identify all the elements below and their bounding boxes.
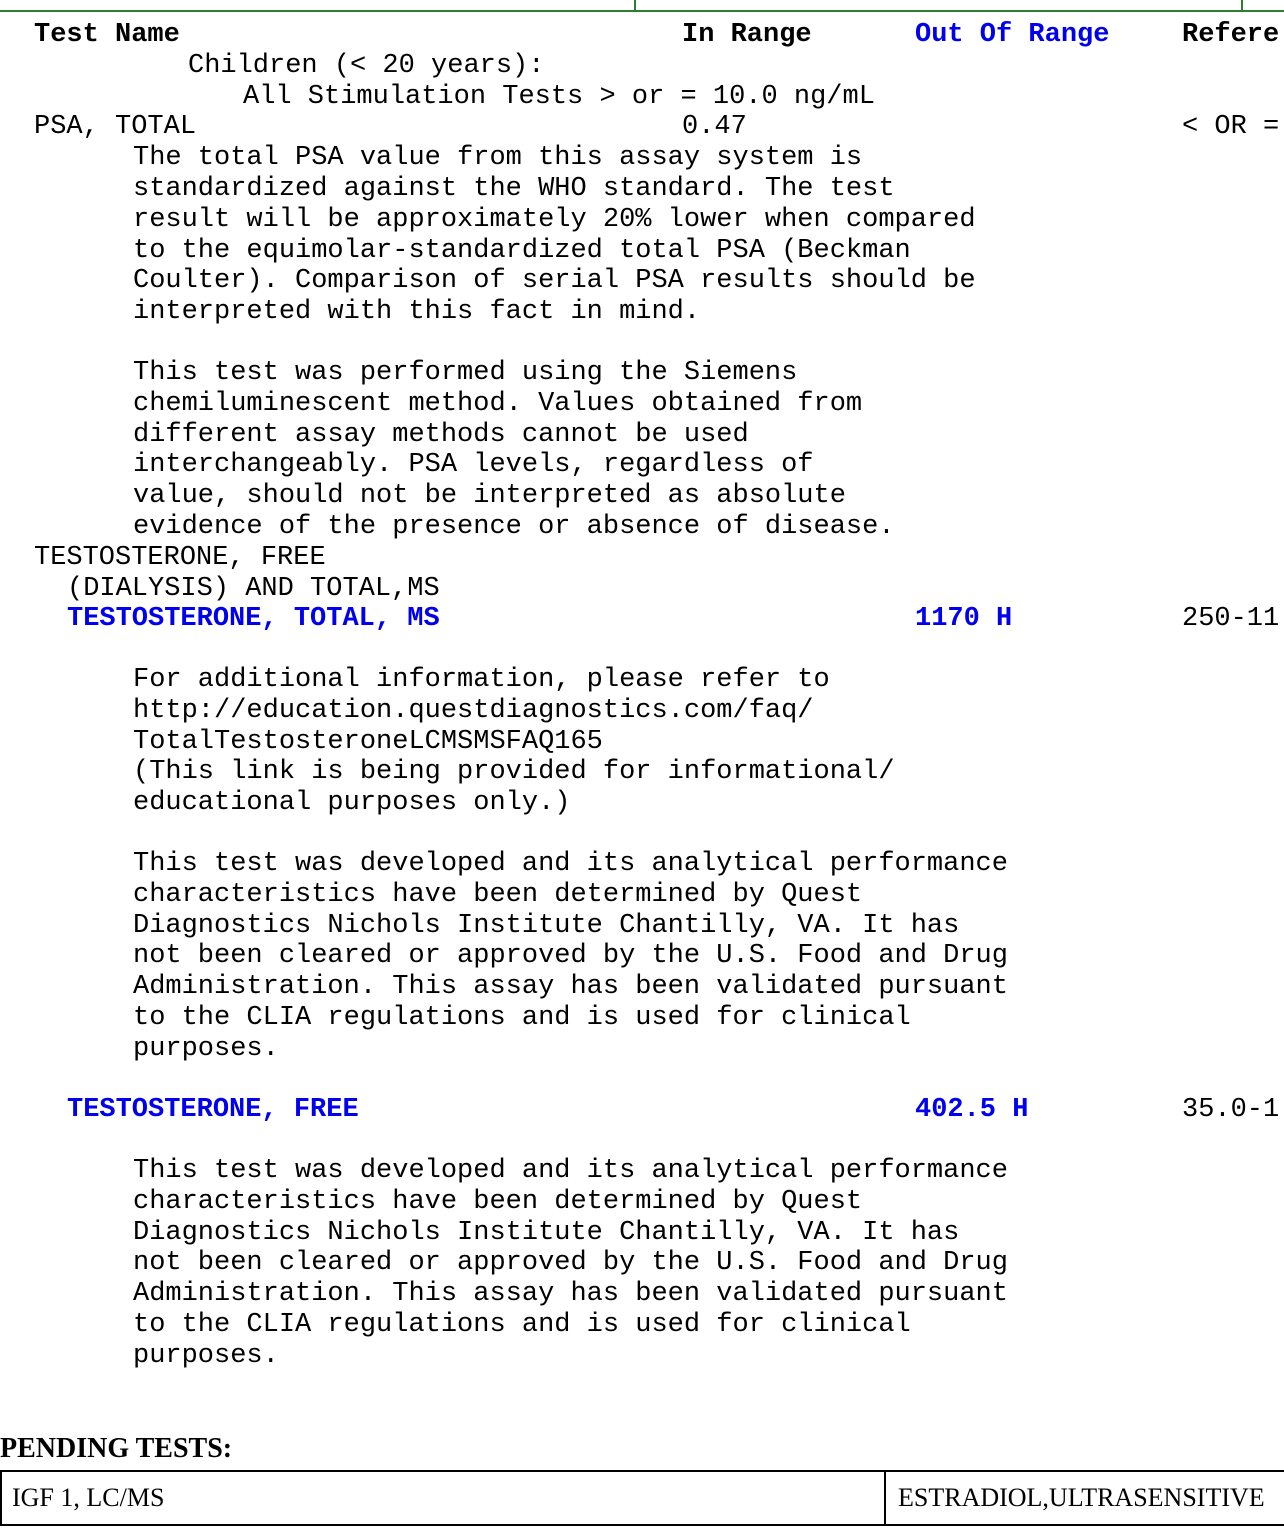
header-reference: Refere <box>1182 20 1280 50</box>
comment-link: http://education.questdiagnostics.com/faq/ <box>133 696 814 726</box>
out-of-range-value: 1170 H <box>915 604 1013 634</box>
comment-line: characteristics have been determined by Quest <box>133 880 863 910</box>
comment-line: result will be approximately 20% lower when compared <box>133 205 976 235</box>
comment-line: to the equimolar-standardized total PSA (Beckman <box>133 236 911 266</box>
comment-line: standardized against the WHO standard. The test <box>133 174 895 204</box>
pending-tests-table <box>0 1470 1284 1526</box>
comment-line: not been cleared or approved by the U.S. Food and Drug <box>133 941 1008 971</box>
comment-line: educational purposes only.) <box>133 788 571 818</box>
comment-line: not been cleared or approved by the U.S. Food and Drug <box>133 1248 1008 1278</box>
comment-line: Diagnostics Nichols Institute Chantilly, VA. It has <box>133 1218 960 1248</box>
in-range-value: 0.47 <box>682 112 747 142</box>
reference-range: 250-11 <box>1182 604 1280 634</box>
comment-line: This test was performed using the Siemens <box>133 358 798 388</box>
comment-line: to the CLIA regulations and is used for clinical <box>133 1310 911 1340</box>
comment-line: Coulter). Comparison of serial PSA results should be <box>133 266 976 296</box>
comment-line: value, should not be interpreted as absolute <box>133 481 846 511</box>
comment-line: chemiluminescent method. Values obtained from <box>133 389 863 419</box>
pending-tests-title: PENDING TESTS: <box>0 1433 233 1464</box>
comment-line: to the CLIA regulations and is used for clinical <box>133 1003 911 1033</box>
comment-line: (This link is being provided for informational/ <box>133 757 895 787</box>
header-test-name: Test Name <box>34 20 180 50</box>
header-out-of-range: Out Of Range <box>915 20 1110 50</box>
comment-line: different assay methods cannot be used <box>133 420 749 450</box>
comment-line: characteristics have been determined by Quest <box>133 1187 863 1217</box>
comment-line: For additional information, please refer to <box>133 665 830 695</box>
comment-line: This test was developed and its analytical performance <box>133 1156 1008 1186</box>
table-top-border <box>0 0 1284 12</box>
panel-name-continued: (DIALYSIS) AND TOTAL,MS <box>67 574 440 604</box>
comment-line: Administration. This assay has been validated pursuant <box>133 972 1008 1002</box>
pending-test-cell: ESTRADIOL,ULTRASENSITIVE <box>898 1483 1265 1512</box>
header-in-range: In Range <box>682 20 812 50</box>
comment-line: The total PSA value from this assay system is <box>133 143 863 173</box>
reference-note-line: Children (< 20 years): <box>188 51 545 81</box>
out-of-range-value: 402.5 H <box>915 1095 1029 1125</box>
comment-line: purposes. <box>133 1034 279 1064</box>
column-divider <box>634 0 636 12</box>
comment-line: Diagnostics Nichols Institute Chantilly, VA. It has <box>133 911 960 941</box>
table-cell-divider <box>884 1472 886 1524</box>
test-name-testosterone-free: TESTOSTERONE, FREE <box>67 1095 359 1125</box>
comment-link: TotalTestosteroneLCMSMSFAQ165 <box>133 727 603 757</box>
comment-line: Administration. This assay has been validated pursuant <box>133 1279 1008 1309</box>
comment-line: evidence of the presence or absence of disease. <box>133 512 895 542</box>
reference-range: < OR = <box>1182 112 1280 142</box>
comment-line: purposes. <box>133 1341 279 1371</box>
comment-line: interchangeably. PSA levels, regardless of <box>133 450 814 480</box>
column-divider <box>1241 0 1243 12</box>
pending-test-cell: IGF 1, LC/MS <box>12 1483 165 1512</box>
test-name-testosterone-total: TESTOSTERONE, TOTAL, MS <box>67 604 440 634</box>
panel-name: TESTOSTERONE, FREE <box>34 543 326 573</box>
test-name-psa-total: PSA, TOTAL <box>34 112 197 142</box>
reference-range: 35.0-1 <box>1182 1095 1280 1125</box>
comment-line: This test was developed and its analytical performance <box>133 849 1008 879</box>
comment-line: interpreted with this fact in mind. <box>133 297 701 327</box>
reference-note-line: All Stimulation Tests > or = 10.0 ng/mL <box>243 82 875 112</box>
